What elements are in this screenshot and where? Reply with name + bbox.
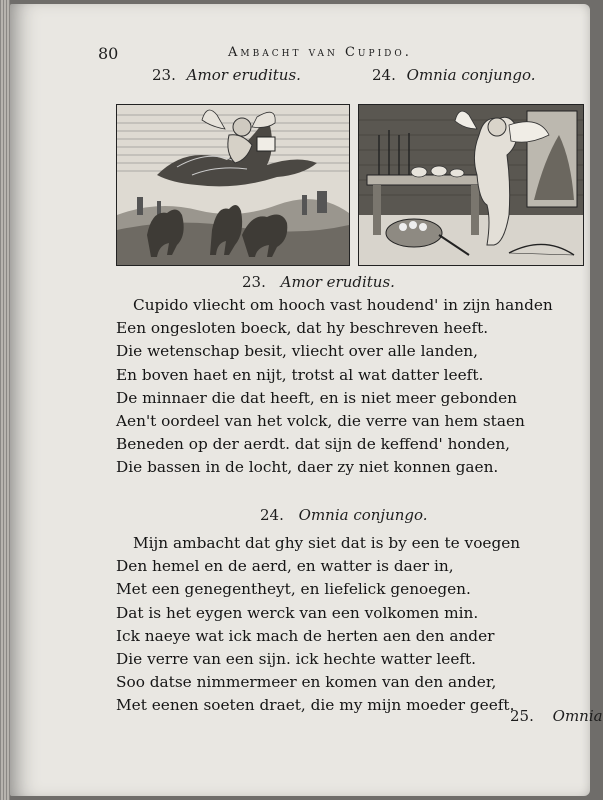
book-fore-edge	[0, 0, 10, 800]
poem-number: 24.	[260, 506, 284, 524]
poem-number: 23.	[242, 273, 266, 291]
emblem-caption-23	[152, 66, 301, 84]
verse-line: En boven haet en nijt, trotst al wat datter leeft.	[116, 365, 484, 384]
emblem-number: 24.	[372, 66, 396, 84]
cupid-eagle-engraving	[117, 105, 349, 265]
emblem-number: 23.	[152, 66, 176, 84]
poem-23-heading	[242, 273, 395, 291]
running-header	[10, 44, 590, 66]
verse-line: Met een genegentheyt, en liefelick genoegen.	[116, 580, 471, 599]
emblem-motto: Omnia conjungo.	[406, 66, 536, 84]
catchword-text: Omnia	[552, 707, 603, 725]
verse-line: Ick naeye wat ick mach de herten aen den ander	[116, 626, 495, 645]
cupid-sewing-engraving	[359, 105, 583, 265]
running-title: Ambacht van Cupido.	[228, 45, 412, 60]
emblem-motto: Amor eruditus.	[186, 66, 301, 84]
poem-motto: Omnia conjungo.	[298, 506, 428, 524]
verse-line: Soo datse nimmermeer en komen van den ander,	[116, 673, 497, 692]
verse-line: Cupido vliecht om hooch vast houdend' in zijn handen	[133, 296, 553, 314]
verse-line: Dat is het eygen werck van een volkomen min.	[116, 603, 479, 622]
verse-line: De minnaer die dat heeft, en is niet meer gebonden	[116, 388, 517, 407]
poem-24-heading	[260, 506, 428, 524]
catchword	[510, 707, 603, 725]
engraving-plate-24	[358, 104, 584, 266]
emblem-caption-24	[372, 66, 536, 84]
poem-24-verse	[116, 532, 556, 718]
verse-line: Die bassen in de locht, daer zy niet konnen gaen.	[116, 458, 499, 477]
verse-line: Die verre van een sijn. ick hechte watter leeft.	[116, 650, 477, 669]
verse-line: Mijn ambacht dat ghy siet dat is by een te voegen	[133, 534, 521, 552]
book-page	[10, 4, 603, 796]
verse-line: Aen't oordeel van het volck, die verre van hem staen	[116, 412, 525, 431]
catchword-number: 25.	[510, 707, 534, 725]
verse-line: Die wetenschap besit, vliecht over alle landen,	[116, 342, 479, 361]
verse-line: Den hemel en de aerd, en watter is daer in,	[116, 557, 454, 576]
poem-motto: Amor eruditus.	[280, 273, 395, 291]
engraving-plate-23	[116, 104, 350, 266]
page-number: 80	[98, 44, 119, 63]
poem-23-verse	[116, 294, 556, 480]
verse-line: Met eenen soeten draet, die my mijn moeder geeft.	[116, 696, 515, 715]
verse-line: Beneden op der aerdt. dat sijn de keffend' honden,	[116, 435, 511, 454]
verse-line: Een ongesloten boeck, dat hy beschreven heeft.	[116, 319, 489, 338]
